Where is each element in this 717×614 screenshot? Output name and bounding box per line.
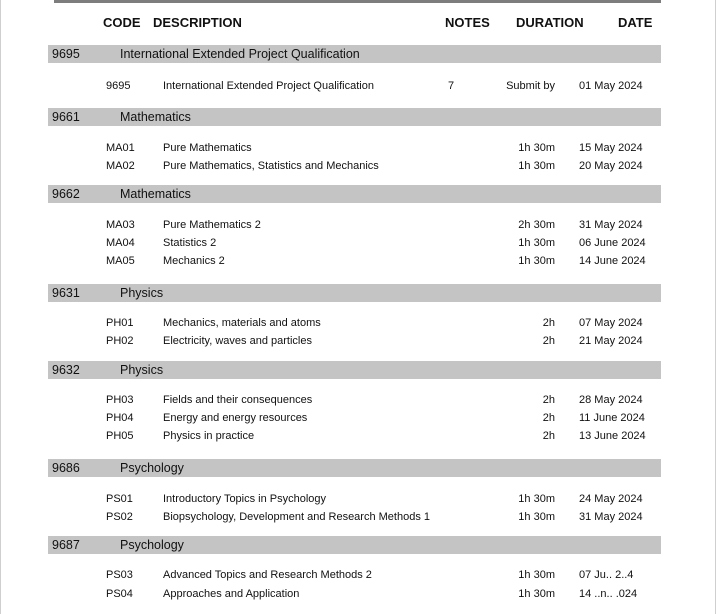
cell-duration: 2h 30m [518,219,555,231]
group-title: Physics [120,286,164,300]
cell-date: 11 June 2024 [579,412,645,424]
cell-description: Biopsychology, Development and Research Methods 1 [163,511,431,523]
cell-date: 31 May 2024 [579,219,643,231]
table-row [0,159,717,175]
group-code: 9687 [52,538,80,552]
table-row [0,218,717,234]
cell-code: PS03 [106,569,133,581]
group-code: 9686 [52,461,80,475]
cell-duration: 1h 30m [518,569,555,581]
group-code: 9695 [52,47,80,61]
group-header [48,45,661,63]
group-title: Physics [120,363,164,377]
cell-duration: 2h [542,335,555,347]
cell-date: 14 June 2024 [579,255,646,267]
table-row [0,492,717,508]
cell-description: Fields and their consequences [163,394,313,406]
table-row [0,141,717,157]
group-header [48,108,661,126]
cell-description: Mechanics, materials and atoms [163,317,321,329]
cell-code: MA05 [106,255,135,267]
cell-code: MA02 [106,160,135,172]
cell-date: 14 ..n.. .024 [579,588,638,600]
cell-description: International Extended Project Qualification [163,80,374,92]
cell-duration: 2h [542,317,555,329]
cell-code: MA03 [106,219,135,231]
cell-date: 07 Ju.. 2..4 [579,569,634,581]
header-date: DATE [618,15,653,30]
cell-code: PH04 [106,412,134,424]
table-row [0,316,717,332]
cell-description: Electricity, waves and particles [163,335,312,347]
group-code: 9661 [52,110,80,124]
cell-date: 21 May 2024 [579,335,643,347]
cell-date: 15 May 2024 [579,142,643,154]
cell-notes: 7 [448,80,455,92]
cell-duration: 2h [542,430,555,442]
cell-description: Physics in practice [163,430,255,442]
cell-description: Advanced Topics and Research Methods 2 [163,569,372,581]
cell-duration: 2h [542,412,555,424]
table-row [0,510,717,526]
group-title: International Extended Project Qualification [120,47,360,61]
cell-code: PS01 [106,493,133,505]
cell-duration: 1h 30m [518,160,555,172]
cell-duration: 1h 30m [518,511,555,523]
cell-code: PH03 [106,394,134,406]
cell-description: Pure Mathematics 2 [163,219,261,231]
top-rule [54,0,661,3]
cell-duration: 1h 30m [518,255,555,267]
cell-duration: 1h 30m [518,142,555,154]
header-description: DESCRIPTION [153,15,242,30]
cell-duration: 1h 30m [518,588,555,600]
group-code: 9662 [52,187,80,201]
header-duration: DURATION [516,15,584,30]
table-row [0,568,717,584]
cell-date: 24 May 2024 [579,493,643,505]
cell-description: Statistics 2 [163,237,217,249]
table-row [0,587,717,603]
cell-description: Introductory Topics in Psychology [163,493,327,505]
cell-description: Approaches and Application [163,588,300,600]
cell-description: Mechanics 2 [163,255,225,267]
group-title: Psychology [120,538,184,552]
cell-date: 01 May 2024 [579,80,643,92]
cell-description: Pure Mathematics, Statistics and Mechanics [163,160,379,172]
cell-duration: 2h [542,394,555,406]
cell-duration: Submit by [506,80,555,92]
group-header [48,361,661,379]
group-title: Mathematics [120,187,191,201]
cell-code: 9695 [106,80,131,92]
cell-date: 13 June 2024 [579,430,646,442]
table-row [0,79,717,95]
table-row [0,236,717,252]
cell-date: 20 May 2024 [579,160,643,172]
cell-date: 07 May 2024 [579,317,643,329]
group-header [48,284,661,302]
cell-description: Energy and energy resources [163,412,308,424]
cell-code: MA04 [106,237,135,249]
table-row [0,254,717,270]
group-header [48,536,661,554]
table-row [0,393,717,409]
group-header [48,185,661,203]
group-title: Mathematics [120,110,191,124]
header-code: CODE [103,15,141,30]
group-code: 9631 [52,286,80,300]
cell-code: PH02 [106,335,134,347]
cell-code: PH01 [106,317,134,329]
group-header [48,459,661,477]
cell-code: MA01 [106,142,135,154]
group-code: 9632 [52,363,80,377]
cell-description: Pure Mathematics [163,142,252,154]
cell-code: PS04 [106,588,133,600]
cell-code: PS02 [106,511,133,523]
group-title: Psychology [120,461,184,475]
cell-date: 06 June 2024 [579,237,646,249]
cell-duration: 1h 30m [518,493,555,505]
table-row [0,334,717,350]
table-row [0,411,717,427]
cell-date: 28 May 2024 [579,394,643,406]
cell-duration: 1h 30m [518,237,555,249]
cell-date: 31 May 2024 [579,511,643,523]
header-notes: NOTES [445,15,490,30]
cell-code: PH05 [106,430,134,442]
table-row [0,429,717,445]
